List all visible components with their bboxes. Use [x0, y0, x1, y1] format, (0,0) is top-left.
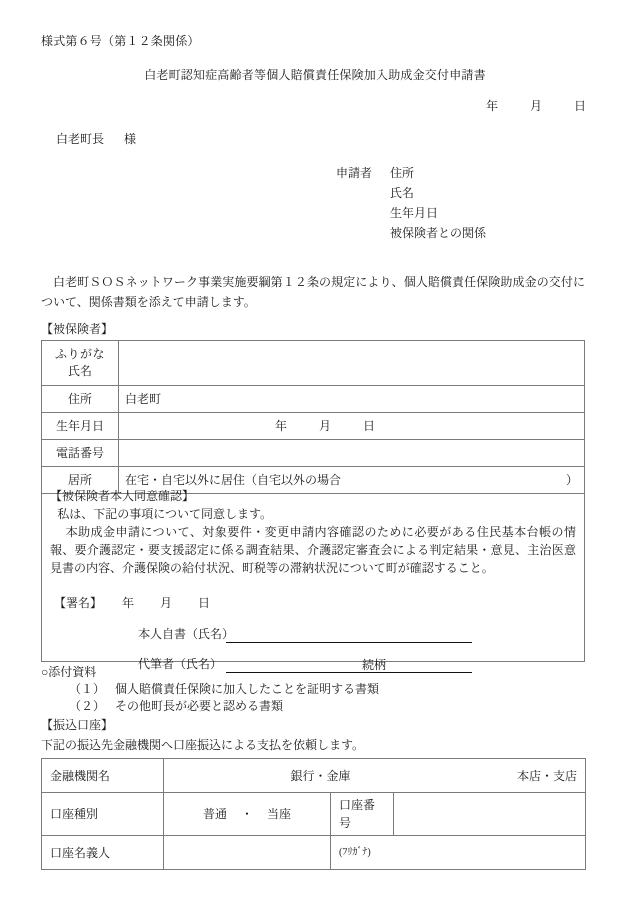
- signature-month-label: 月: [160, 596, 173, 610]
- account-type-current: 当座: [267, 807, 292, 821]
- signature-spacer-2: [172, 593, 198, 613]
- addressee: [56, 130, 136, 148]
- table-row-phone: [42, 440, 585, 467]
- dob-day-label: 日: [363, 419, 376, 433]
- label-account-holder-kana[interactable]: (ﾌﾘｶﾞﾅ): [331, 836, 586, 870]
- signature-year-label: 年: [122, 596, 135, 610]
- label-furigana: ふりがな: [54, 347, 105, 361]
- document-title: 白老町認知症高齢者等個人賠償責任保険加入助成金交付申請書: [144, 68, 486, 82]
- table-row-account-holder: [42, 836, 586, 870]
- signature-block: [50, 593, 576, 673]
- dob-year-label: 年: [275, 419, 288, 433]
- insured-table: [41, 340, 585, 494]
- account-type-options: [172, 805, 322, 823]
- attachment-number-2: （２）: [69, 699, 106, 713]
- intro-paragraph: [41, 272, 585, 312]
- intro-text: 白老町ＳＯＳネットワーク事業実施要綱第１２条の規定により、個人賠償責任保険助成金の交付について、関係書類を添えて申請します。: [41, 275, 585, 309]
- applicant-block: [336, 163, 486, 243]
- institution-name-inner: [172, 767, 577, 785]
- value-institution-name[interactable]: [164, 759, 586, 793]
- attachments-heading: ○添付資料: [41, 665, 97, 679]
- label-account-type: 口座種別: [42, 793, 164, 836]
- applicant-row-name: [336, 183, 486, 203]
- table-row-furigana-name: [42, 341, 585, 386]
- value-address[interactable]: 白老町: [119, 386, 585, 413]
- value-account-type[interactable]: [164, 793, 331, 836]
- table-row-address: [42, 386, 585, 413]
- label-institution-name: 金融機関名: [42, 759, 164, 793]
- bank-note: 下記の振込先金融機関へ口座振込による支払を依頼します。: [41, 738, 365, 752]
- self-signature-field[interactable]: [226, 627, 472, 643]
- attachment-text-2: その他町長が必要と認める書類: [115, 699, 284, 713]
- value-account-holder[interactable]: [164, 836, 331, 870]
- account-type-separator: ・: [240, 807, 253, 821]
- table-row-account-type: [42, 793, 586, 836]
- label-account-holder: 口座名義人: [42, 836, 164, 870]
- applicant-label-spacer-3: [336, 223, 390, 243]
- signature-date-line: [54, 593, 576, 613]
- applicant-label-spacer-1: [336, 183, 390, 203]
- attachment-item-1: [41, 681, 379, 698]
- branch-type-label: 本店・支店: [517, 768, 578, 783]
- consent-heading: 【被保険者本人同意確認】: [50, 489, 195, 503]
- signature-spacer-1: [134, 593, 160, 613]
- attachment-number-1: （１）: [69, 682, 106, 696]
- applicant-field-dob: 生年月日: [390, 206, 439, 220]
- self-signature-label: 本人自書（氏名）: [138, 627, 235, 641]
- applicant-row-relation: [336, 223, 486, 243]
- applicant-label: 申請者: [336, 166, 373, 180]
- submission-date-line: [486, 97, 586, 115]
- table-row-institution: [42, 759, 586, 793]
- attachments-block: [41, 664, 379, 715]
- dob-date-line: [125, 417, 578, 435]
- value-name[interactable]: [119, 341, 585, 386]
- date-day-label: 日: [573, 99, 586, 113]
- section-label-insured: 【被保険者】: [41, 322, 114, 336]
- value-dob[interactable]: [119, 413, 585, 440]
- consent-line-1: 私は、下記の事項について同意します。: [57, 507, 272, 521]
- label-phone: 電話番号: [42, 440, 119, 467]
- label-dob: 生年月日: [42, 413, 119, 440]
- dob-month-label: 月: [319, 419, 332, 433]
- applicant-field-relation: 被保険者との関係: [390, 226, 487, 240]
- label-account-number: 口座番号: [331, 793, 394, 836]
- date-year-label: 年: [485, 99, 498, 113]
- consent-body: 本助成金申請について、対象要件・変更申請内容確認のために必要がある住民基本台帳の情報、要介護認定・要支援認定に係る調査結果、介護認定審査会による判定結果・意見、主治医意見書の内容、介護保険の給付状況、町税等の滞納状況について町が確認すること。: [50, 525, 576, 575]
- date-month-label: 月: [529, 99, 542, 113]
- attachment-item-2: [41, 698, 379, 715]
- applicant-field-name: 氏名: [390, 186, 415, 200]
- applicant-row-address: [336, 163, 486, 183]
- applicant-row-dob: [336, 203, 486, 223]
- form-number: 様式第６号（第１２条関係）: [41, 34, 200, 48]
- residence-close-paren: ）: [565, 473, 578, 487]
- proxy-signature-label: 代筆者（氏名）: [138, 657, 223, 671]
- applicant-label-spacer-2: [336, 203, 390, 223]
- label-residence: 居所: [42, 467, 119, 494]
- residence-option-text: 在宅・自宅以外に居住（自宅以外の場合: [125, 473, 342, 487]
- relation-label: 続柄: [362, 658, 387, 672]
- section-label-bank: 【振込口座】: [41, 718, 114, 732]
- signature-section-label: 【署名】: [54, 596, 103, 610]
- label-furigana-name: [42, 341, 119, 386]
- account-type-ordinary: 普通: [202, 807, 227, 821]
- bank-account-table: [41, 758, 586, 870]
- table-row-dob: [42, 413, 585, 440]
- applicant-field-address: 住所: [390, 166, 415, 180]
- value-account-number[interactable]: [394, 793, 586, 836]
- signature-day-label: 日: [198, 596, 211, 610]
- value-phone[interactable]: [119, 440, 585, 467]
- addressee-name: 白老町長: [56, 132, 105, 146]
- self-signature-row: [54, 625, 576, 643]
- institution-type-label: 銀行・金庫: [290, 768, 351, 783]
- consent-inner: [42, 484, 584, 673]
- label-address: 住所: [42, 386, 119, 413]
- addressee-honorific: 様: [124, 132, 137, 146]
- label-name: 氏名: [67, 364, 92, 378]
- attachment-text-1: 個人賠償責任保険に加入したことを証明する書類: [115, 682, 380, 696]
